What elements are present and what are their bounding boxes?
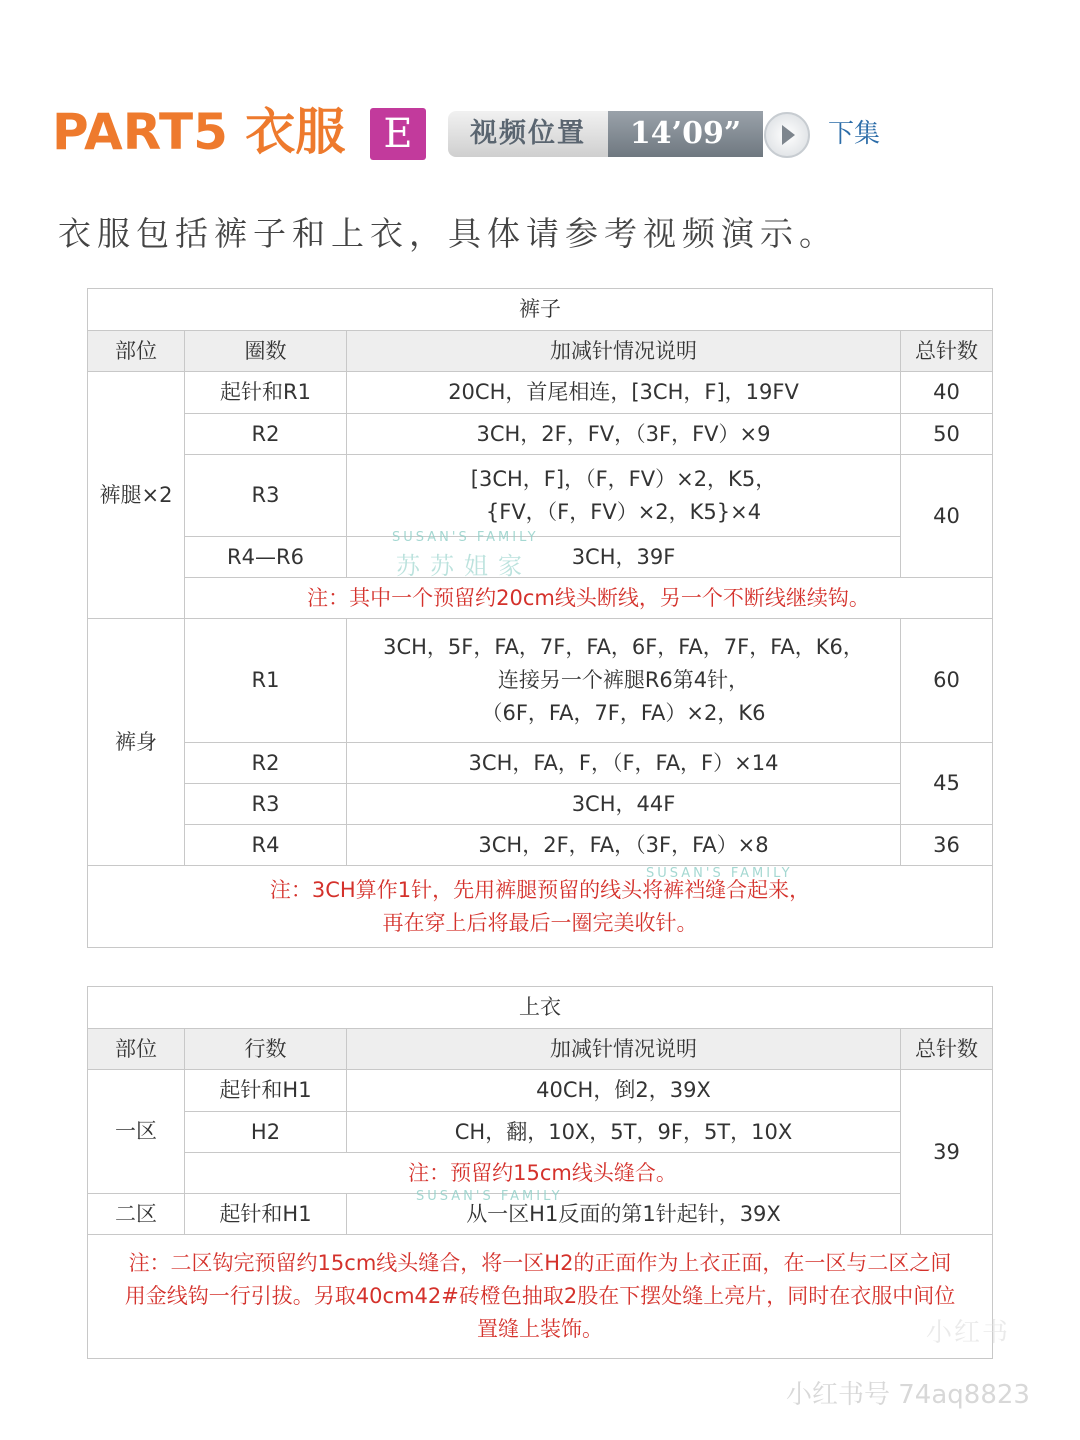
desc-cell: 3CH，FA，F，（F，FA，F）×14 xyxy=(347,743,901,784)
zone1-label: 一区 xyxy=(88,1070,185,1194)
desc-line: [3CH，F]，（F，FV）×2，K5， xyxy=(470,466,777,491)
table-row xyxy=(88,825,993,866)
desc-line: 连接另一个裤腿R6第4针， xyxy=(497,668,750,692)
round-cell: R2 xyxy=(185,414,347,455)
desc-cell: 40CH，倒2，39X xyxy=(347,1070,901,1112)
round-cell: 起针和R1 xyxy=(185,372,347,414)
watermark-en: SUSAN'S FAMILY xyxy=(392,530,539,545)
desc-line: （6F，FA，7F，FA）×2，K6 xyxy=(481,701,766,725)
total-cell: 40 xyxy=(901,372,993,414)
total-cell: 45 xyxy=(901,743,993,825)
watermark-en: SUSAN'S FAMILY xyxy=(646,866,793,881)
desc-cell xyxy=(347,619,901,743)
video-position-box[interactable] xyxy=(448,111,808,157)
header-rows: 行数 xyxy=(185,1029,347,1070)
header-rounds: 圈数 xyxy=(185,331,347,372)
part-badge: E xyxy=(370,108,426,160)
round-cell: H2 xyxy=(185,1112,347,1153)
desc-cell: 3CH，2F，FA，（3F，FA）×8 xyxy=(347,825,901,866)
total-cell: 60 xyxy=(901,619,993,743)
desc-cell: 从一区H1反面的第1针起针，39X xyxy=(347,1194,901,1235)
watermark-en: SUSAN'S FAMILY xyxy=(416,1189,563,1204)
desc-cell: 20CH，首尾相连，[3CH，F]，19FV xyxy=(347,372,901,414)
desc-cell: CH，翻，10X，5T，9F，5T，10X xyxy=(347,1112,901,1153)
note-line: 注：3CH算作1针，先用裤腿预留的线头将裤裆缝合起来， xyxy=(269,877,811,902)
desc-cell: 3CH，2F，FV，（3F，FV）×9 xyxy=(347,414,901,455)
table-row xyxy=(88,1112,993,1153)
header-part: 部位 xyxy=(88,331,185,372)
note-line: 再在穿上后将最后一圈完美收针。 xyxy=(382,910,698,935)
pants-table xyxy=(87,288,993,948)
desc-cell xyxy=(347,455,901,537)
table-row xyxy=(88,578,993,619)
round-cell: 起针和H1 xyxy=(185,1194,347,1235)
play-icon[interactable] xyxy=(764,112,810,158)
table-row xyxy=(88,537,993,578)
table-row xyxy=(88,866,993,948)
leg-note: 注：其中一个预留约20cm线头断线，另一个不断线继续钩。 xyxy=(185,578,993,619)
desc-cell: 3CH，39F xyxy=(347,537,901,578)
zone1-note: 注：预留约15cm线头缝合。 xyxy=(185,1153,901,1194)
round-cell: R4 xyxy=(185,825,347,866)
note-line: 置缝上装饰。 xyxy=(477,1317,603,1341)
table-row xyxy=(88,1235,993,1359)
platform-logo: 小红书 xyxy=(926,1318,1011,1348)
table-row xyxy=(88,784,993,825)
footer-watermark: 小红书号 74aq8823 xyxy=(786,1380,1030,1410)
desc-line: 3CH，5F，FA，7F，FA，6F，FA，7F，FA，K6， xyxy=(383,635,864,659)
header-part: 部位 xyxy=(88,1029,185,1070)
desc-line: {FV，（F，FV）×2，K5}×4 xyxy=(485,499,762,524)
round-cell: R3 xyxy=(185,455,347,537)
table-row xyxy=(88,1153,993,1194)
total-cell: 39 xyxy=(901,1070,993,1235)
total-cell: 50 xyxy=(901,414,993,455)
round-cell: R3 xyxy=(185,784,347,825)
header-total: 总针数 xyxy=(901,1029,993,1070)
round-cell: R1 xyxy=(185,619,347,743)
video-position-label: 视频位置 xyxy=(448,111,608,157)
note-line: 用金线钩一行引拔。另取40cm42#砖橙色抽取2股在下摆处缝上亮片，同时在衣服中间位 xyxy=(124,1284,956,1308)
desc-cell: 3CH，44F xyxy=(347,784,901,825)
table-row xyxy=(88,372,993,414)
round-cell: 起针和H1 xyxy=(185,1070,347,1112)
table-row xyxy=(88,414,993,455)
intro-text: 衣服包括裤子和上衣，具体请参考视频演示。 xyxy=(58,214,838,253)
total-cell: 36 xyxy=(901,825,993,866)
round-cell: R4—R6 xyxy=(185,537,347,578)
part-title: PART5 衣服 xyxy=(52,103,346,161)
body-note xyxy=(88,866,993,948)
watermark-cn: 苏苏姐家 xyxy=(396,552,532,580)
top-table xyxy=(87,986,993,1359)
pants-table-title: 裤子 xyxy=(88,289,993,331)
header-description: 加减针情况说明 xyxy=(347,331,901,372)
episode-tag: 下集 xyxy=(828,119,881,149)
page-header xyxy=(52,100,1012,164)
table-row xyxy=(88,455,993,537)
table-row xyxy=(88,743,993,784)
round-cell: R2 xyxy=(185,743,347,784)
final-note xyxy=(88,1235,993,1359)
body-label: 裤身 xyxy=(88,619,185,866)
video-timestamp: 14’09” xyxy=(608,111,763,157)
note-line: 注：二区钩完预留约15cm线头缝合，将一区H2的正面作为上衣正面，在一区与二区之间 xyxy=(128,1251,952,1275)
total-cell: 40 xyxy=(901,455,993,578)
header-total: 总针数 xyxy=(901,331,993,372)
table-row xyxy=(88,1070,993,1112)
table-row xyxy=(88,619,993,743)
top-table-title: 上衣 xyxy=(88,987,993,1029)
header-description: 加减针情况说明 xyxy=(347,1029,901,1070)
zone2-label: 二区 xyxy=(88,1194,185,1235)
leg-label: 裤腿×2 xyxy=(88,372,185,619)
